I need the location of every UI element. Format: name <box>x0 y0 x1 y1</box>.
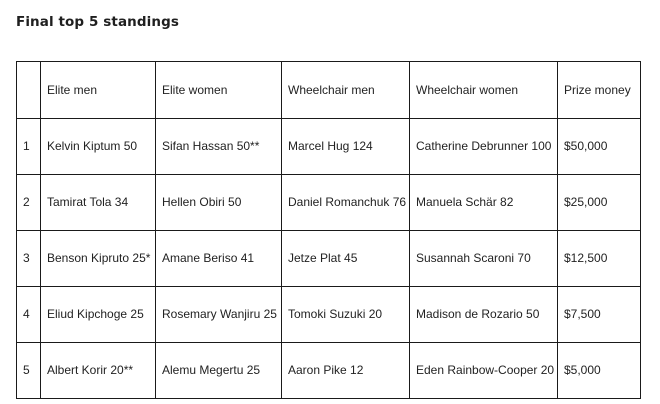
column-header-wheelchair-women: Wheelchair women <box>410 62 558 119</box>
rank-cell: 2 <box>17 175 41 231</box>
table-row <box>17 287 641 343</box>
prize-money-cell: $12,500 <box>558 231 641 287</box>
elite-women-cell: Alemu Megertu 25 <box>156 343 282 399</box>
elite-men-cell: Kelvin Kiptum 50 <box>41 119 156 175</box>
table-header-row <box>17 62 641 119</box>
page-title: Final top 5 standings <box>16 14 179 30</box>
column-header-wheelchair-men: Wheelchair men <box>282 62 410 119</box>
elite-women-cell: Hellen Obiri 50 <box>156 175 282 231</box>
elite-men-cell: Eliud Kipchoge 25 <box>41 287 156 343</box>
wheelchair-women-cell: Susannah Scaroni 70 <box>410 231 558 287</box>
column-header-rank <box>17 62 41 119</box>
rank-cell: 1 <box>17 119 41 175</box>
prize-money-cell: $5,000 <box>558 343 641 399</box>
wheelchair-women-cell: Catherine Debrunner 100 <box>410 119 558 175</box>
elite-men-cell: Albert Korir 20** <box>41 343 156 399</box>
elite-men-cell: Tamirat Tola 34 <box>41 175 156 231</box>
table-row <box>17 231 641 287</box>
prize-money-cell: $7,500 <box>558 287 641 343</box>
wheelchair-women-cell: Eden Rainbow-Cooper 20 <box>410 343 558 399</box>
column-header-elite-women: Elite women <box>156 62 282 119</box>
rank-cell: 3 <box>17 231 41 287</box>
table-row <box>17 343 641 399</box>
prize-money-cell: $50,000 <box>558 119 641 175</box>
rank-cell: 4 <box>17 287 41 343</box>
table-row <box>17 119 641 175</box>
wheelchair-men-cell: Jetze Plat 45 <box>282 231 410 287</box>
wheelchair-women-cell: Manuela Schär 82 <box>410 175 558 231</box>
elite-women-cell: Sifan Hassan 50** <box>156 119 282 175</box>
wheelchair-men-cell: Aaron Pike 12 <box>282 343 410 399</box>
elite-women-cell: Rosemary Wanjiru 25 <box>156 287 282 343</box>
wheelchair-men-cell: Marcel Hug 124 <box>282 119 410 175</box>
wheelchair-women-cell: Madison de Rozario 50 <box>410 287 558 343</box>
table-row <box>17 175 641 231</box>
standings-table <box>16 61 641 399</box>
rank-cell: 5 <box>17 343 41 399</box>
elite-men-cell: Benson Kipruto 25* <box>41 231 156 287</box>
prize-money-cell: $25,000 <box>558 175 641 231</box>
column-header-prize-money: Prize money <box>558 62 641 119</box>
elite-women-cell: Amane Beriso 41 <box>156 231 282 287</box>
wheelchair-men-cell: Daniel Romanchuk 76 <box>282 175 410 231</box>
wheelchair-men-cell: Tomoki Suzuki 20 <box>282 287 410 343</box>
column-header-elite-men: Elite men <box>41 62 156 119</box>
